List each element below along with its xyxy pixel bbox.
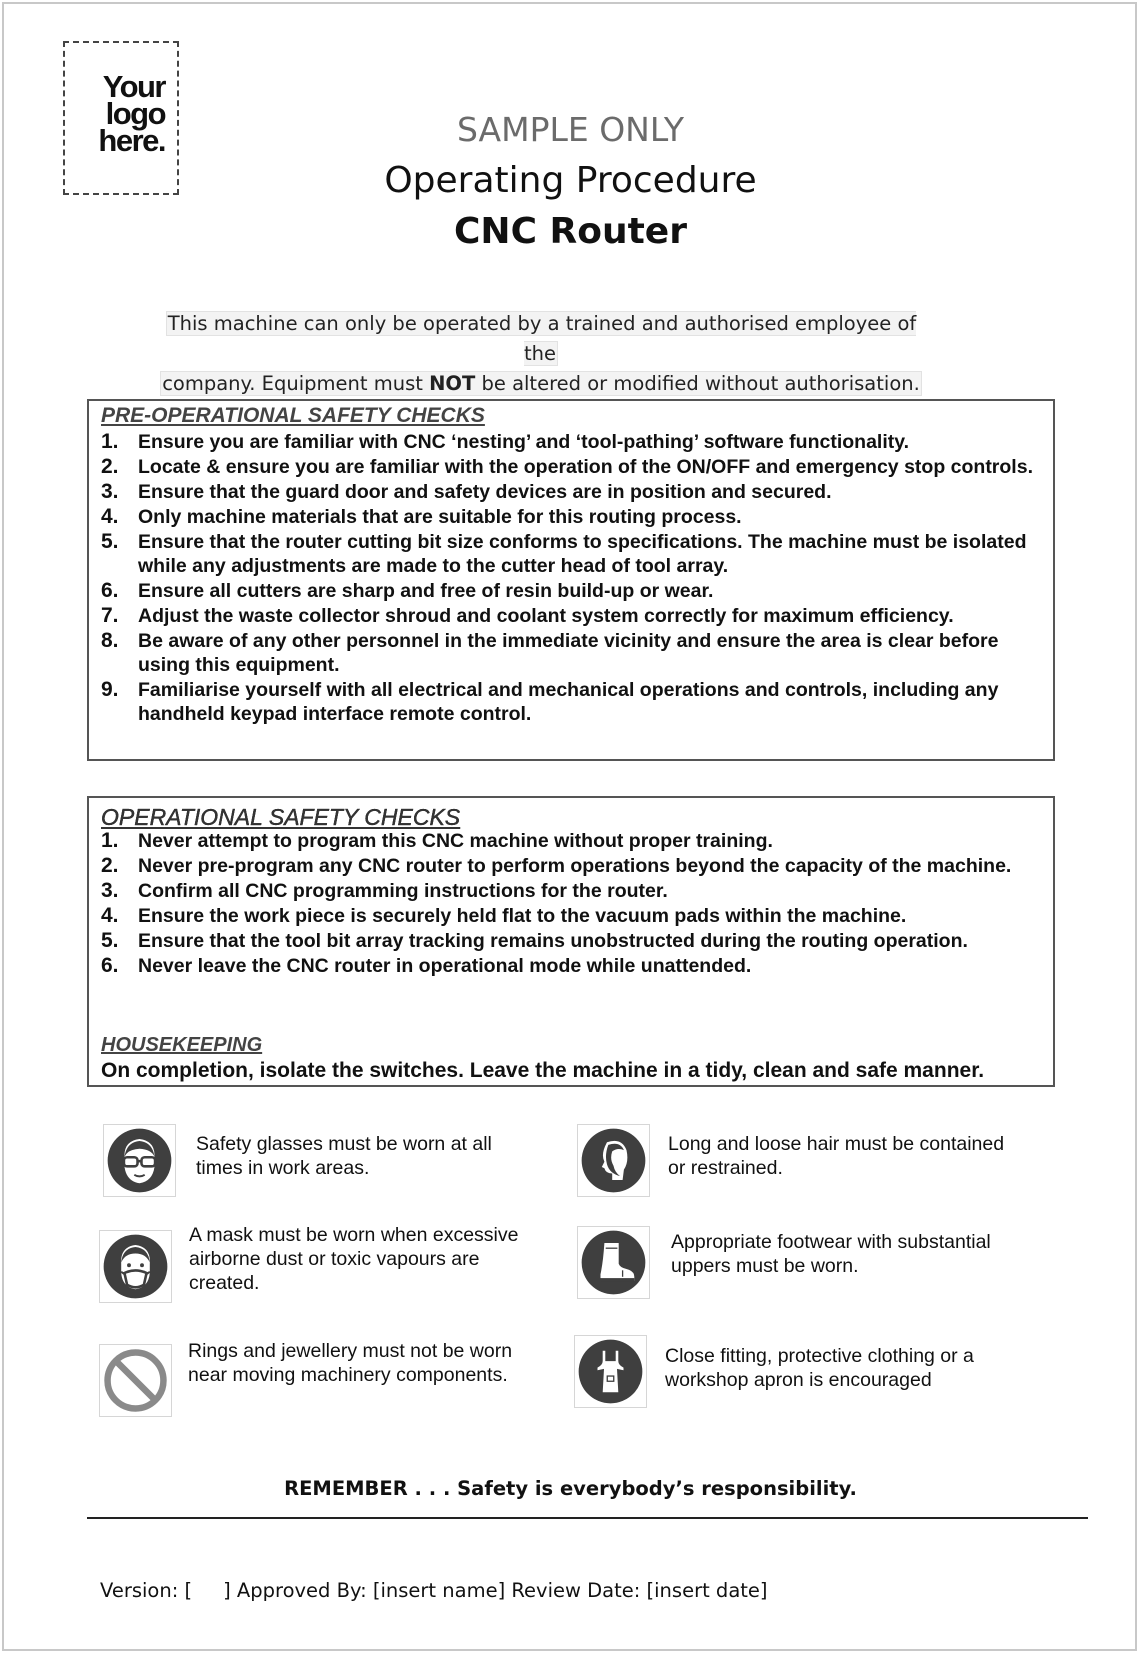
item-number: 7.	[101, 604, 119, 627]
ppe-text-line: times in work areas.	[196, 1157, 370, 1179]
item-number: 3.	[101, 480, 119, 503]
long-hair-icon	[577, 1124, 650, 1197]
notice-line-2	[160, 371, 922, 396]
document-title: Operating Procedure	[384, 160, 757, 201]
ppe-text-line: near moving machinery components.	[188, 1364, 508, 1386]
divider	[87, 1517, 1088, 1519]
item-text: Ensure you are familiar with CNC ‘nesting’ and ‘tool-pathing’ software functionality.	[138, 431, 910, 453]
item-text: Ensure the work piece is securely held flat to the vacuum pads within the machine.	[138, 905, 907, 927]
logo-line-1: Your	[102, 69, 165, 104]
list-item	[101, 629, 1043, 677]
long-hair-text	[668, 1132, 1004, 1180]
safety-glasses-icon	[103, 1124, 176, 1197]
item-text: Be aware of any other personnel in the immediate vicinity and ensure the area is clear before using this equipment.	[138, 630, 999, 676]
footwear-text	[671, 1230, 991, 1278]
item-number: 5.	[101, 530, 119, 553]
item-number: 3.	[101, 879, 119, 902]
logo-line-3: here.	[98, 123, 165, 158]
item-number: 6.	[101, 579, 119, 602]
ppe-text-line: Rings and jewellery must not be worn	[188, 1340, 513, 1362]
item-text: Ensure that the tool bit array tracking remains unobstructed during the routing operation.	[138, 930, 968, 952]
pre-operational-checks-box	[87, 399, 1055, 761]
apron-icon	[574, 1335, 647, 1408]
machine-name: CNC Router	[454, 211, 687, 252]
prohibited-icon	[99, 1344, 172, 1417]
item-text: Adjust the waste collector shroud and coolant system correctly for maximum efficiency.	[138, 605, 954, 627]
version-footer: Version: [ ] Approved By: [insert name] Review Date: [insert date]	[100, 1579, 768, 1602]
pre-operational-list	[101, 430, 1043, 727]
list-item	[101, 505, 1043, 529]
notice-not-emphasis: NOT	[429, 372, 476, 395]
item-number: 6.	[101, 954, 119, 977]
item-number: 8.	[101, 629, 119, 652]
item-number: 2.	[101, 854, 119, 877]
item-text: Only machine materials that are suitable for this routing process.	[138, 506, 742, 528]
item-number: 1.	[101, 829, 119, 852]
list-item	[101, 455, 1043, 479]
item-text: Locate & ensure you are familiar with the operation of the ON/OFF and emergency stop controls.	[138, 456, 1033, 478]
authorisation-notice	[160, 309, 922, 399]
notice-line-1: This machine can only be operated by a trained and authorised employee of the	[167, 312, 917, 365]
sample-label: SAMPLE ONLY	[456, 110, 685, 149]
list-item	[101, 430, 1043, 454]
item-text: Familiarise yourself with all electrical and mechanical operations and controls, including any handheld keypad interface remote control.	[138, 679, 999, 725]
item-number: 1.	[101, 430, 119, 453]
list-item	[101, 954, 1043, 978]
safety-glasses-text	[196, 1132, 492, 1180]
ppe-text-line: created.	[189, 1272, 260, 1294]
dust-mask-icon	[99, 1230, 172, 1303]
jewellery-text	[188, 1339, 512, 1387]
item-text: Ensure that the guard door and safety devices are in position and secured.	[138, 481, 832, 503]
ppe-text-line: Long and loose hair must be contained	[668, 1133, 1005, 1155]
list-item	[101, 929, 1043, 953]
list-item	[101, 829, 1043, 853]
logo-line-2: logo	[105, 96, 165, 131]
item-number: 4.	[101, 904, 119, 927]
operational-title: OPERATIONAL SAFETY CHECKS	[101, 804, 461, 830]
ppe-text-line: workshop apron is encouraged	[665, 1369, 932, 1391]
item-text: Never leave the CNC router in operational mode while unattended.	[138, 955, 752, 977]
pre-operational-title: PRE-OPERATIONAL SAFETY CHECKS	[101, 404, 485, 427]
item-number: 2.	[101, 455, 119, 478]
list-item	[101, 879, 1043, 903]
ppe-text-line: Appropriate footwear with substantial	[671, 1231, 991, 1253]
operational-checks-box	[87, 796, 1055, 1087]
list-item	[101, 480, 1043, 504]
housekeeping-title: HOUSEKEEPING	[101, 1034, 263, 1056]
ppe-text-line: or restrained.	[668, 1157, 783, 1179]
list-item	[101, 604, 1043, 628]
safety-boot-icon	[577, 1226, 650, 1299]
list-item	[101, 854, 1043, 878]
item-number: 4.	[101, 505, 119, 528]
item-text: Confirm all CNC programming instructions for the router.	[138, 880, 668, 902]
operational-list	[101, 829, 1043, 979]
ppe-text-line: A mask must be worn when excessive	[189, 1224, 519, 1246]
ppe-text-line: Safety glasses must be worn at all	[196, 1133, 492, 1155]
ppe-text-line: airborne dust or toxic vapours are	[189, 1248, 480, 1270]
dust-mask-text	[189, 1223, 518, 1295]
list-item	[101, 579, 1043, 603]
list-item	[101, 678, 1043, 726]
item-text: Never pre-program any CNC router to perform operations beyond the capacity of the machine.	[138, 855, 1012, 877]
item-number: 5.	[101, 929, 119, 952]
item-text: Ensure that the router cutting bit size conforms to specifications. The machine must be isolated while any adjustments are made to the cutter head of tool array.	[138, 531, 1027, 577]
notice-line-2-start: company. Equipment must	[162, 372, 430, 395]
remember-statement: REMEMBER . . . Safety is everybody’s responsibility.	[284, 1477, 857, 1500]
notice-line-2-end: be altered or modified without authorisation.	[475, 372, 920, 395]
item-number: 9.	[101, 678, 119, 701]
ppe-text-line: uppers must be worn.	[671, 1255, 859, 1277]
list-item	[101, 904, 1043, 928]
item-text: Never attempt to program this CNC machine without proper training.	[138, 830, 773, 852]
list-item	[101, 530, 1043, 578]
ppe-text-line: Close fitting, protective clothing or a	[665, 1345, 974, 1367]
housekeeping-text: On completion, isolate the switches. Leave the machine in a tidy, clean and safe manner.	[101, 1059, 985, 1082]
apron-text	[665, 1344, 974, 1392]
item-text: Ensure all cutters are sharp and free of resin build-up or wear.	[138, 580, 714, 602]
